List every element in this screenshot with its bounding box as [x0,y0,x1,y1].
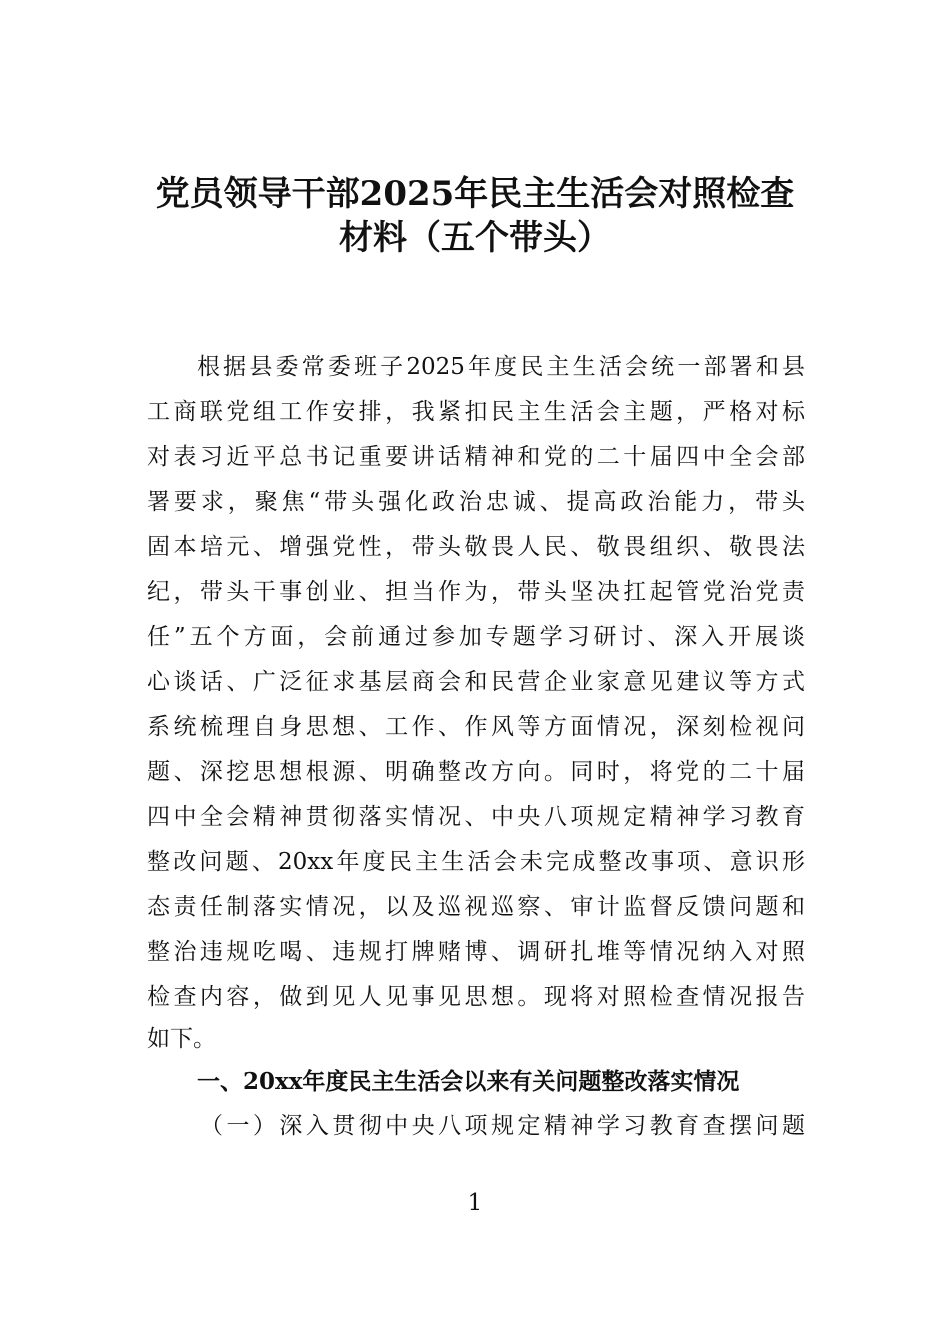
paragraph-line: 题、深挖思想根源、明确整改方向。同时，将党的二十届 [147,759,805,785]
paragraph-line: 工商联党组工作安排，我紧扣民主生活会主题，严格对标 [147,399,805,425]
subsection-heading: （一）深入贯彻中央八项规定精神学习教育查摆问题 [200,1113,805,1139]
paragraph-line: 系统梳理自身思想、工作、作风等方面情况，深刻检视问 [147,714,805,740]
paragraph-line: 整改问题、20xx年度民主生活会未完成整改事项、意识形 [147,849,805,875]
paragraph-line: 整治违规吃喝、违规打牌赌博、调研扎堆等情况纳入对照 [147,939,805,965]
paragraph-line: 署要求，聚焦“带头强化政治忠诚、提高政治能力，带头 [147,489,805,515]
paragraph-line: 心谈话、广泛征求基层商会和民营企业家意见建议等方式 [147,669,805,695]
paragraph-line: 任”五个方面，会前通过参加专题学习研讨、深入开展谈 [147,624,805,650]
section-heading: 一、20xx年度民主生活会以来有关问题整改落实情况 [197,1068,740,1095]
page-number: 1 [467,1190,483,1216]
paragraph-line: 纪，带头干事创业、担当作为，带头坚决扛起管党治党责 [147,579,805,605]
paragraph-line: 如下。 [147,1026,216,1052]
paragraph-line: 对表习近平总书记重要讲话精神和党的二十届四中全会部 [147,444,805,470]
document-title-line-1: 党员领导干部2025年民主生活会对照检查 [155,174,795,214]
paragraph-line: 四中全会精神贯彻落实情况、中央八项规定精神学习教育 [147,804,805,830]
paragraph-line: 固本培元、增强党性，带头敬畏人民、敬畏组织、敬畏法 [147,534,805,560]
paragraph-line: 根据县委常委班子2025年度民主生活会统一部署和县 [197,354,805,380]
paragraph-line: 检查内容，做到见人见事见思想。现将对照检查情况报告 [147,984,805,1010]
paragraph-line: 态责任制落实情况，以及巡视巡察、审计监督反馈问题和 [147,894,805,920]
document-title-line-2: 材料（五个带头） [339,218,611,258]
